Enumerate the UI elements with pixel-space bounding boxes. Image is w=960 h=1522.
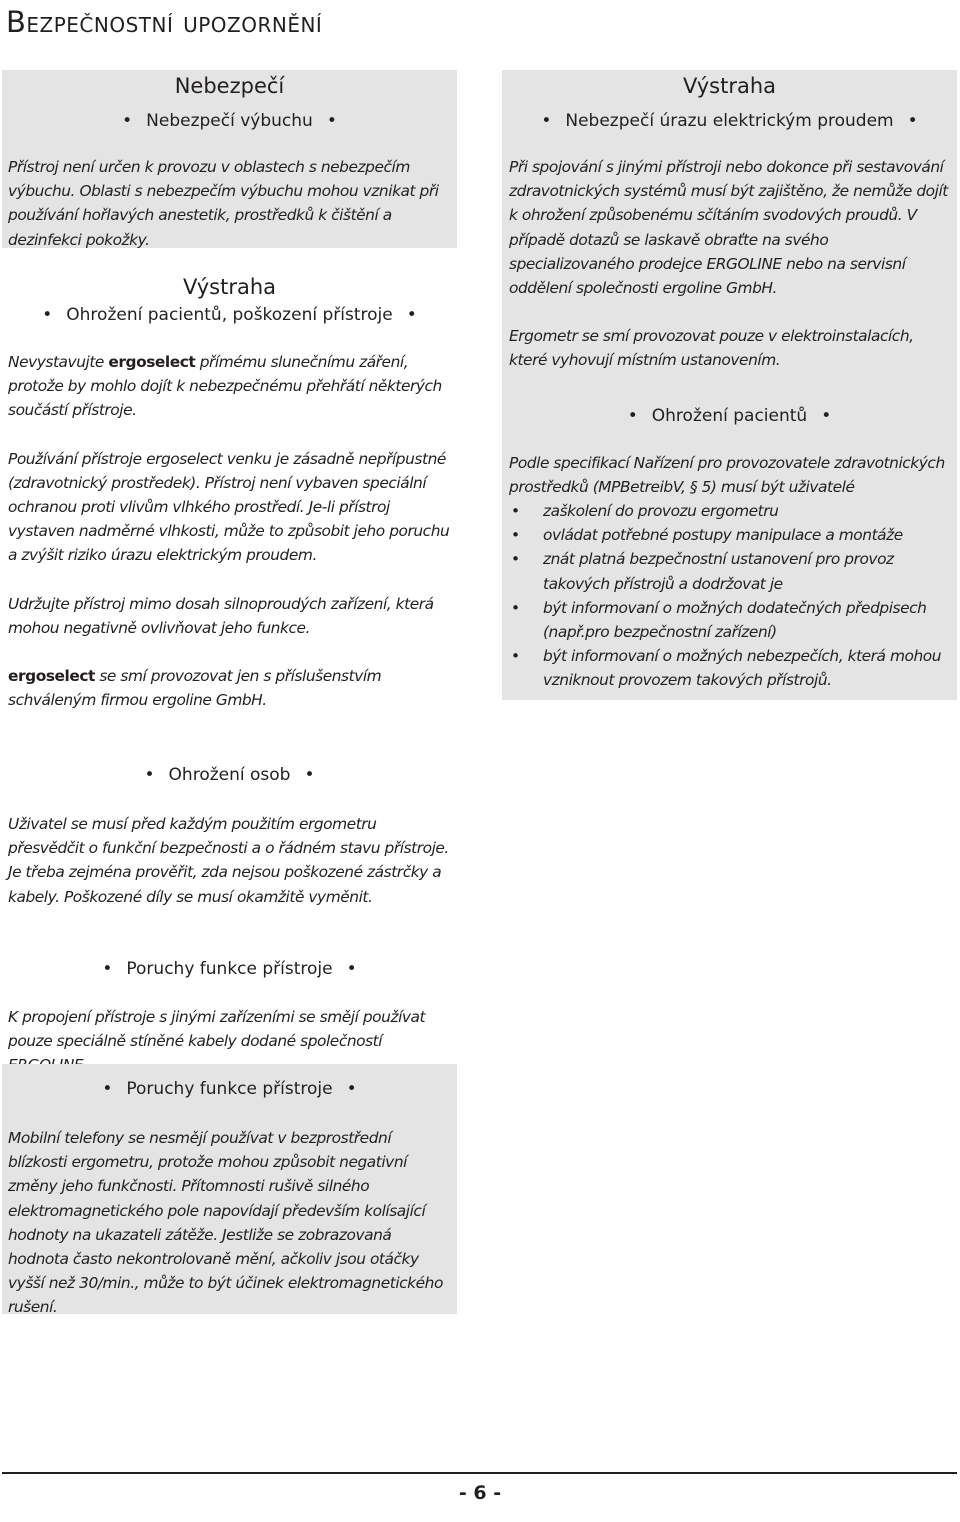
paragraph-accessories bbox=[8, 664, 451, 712]
subheading-text: Nebezpečí úrazu elektrickým proudem bbox=[565, 111, 894, 131]
box-subheading-patients bbox=[502, 403, 957, 429]
text-run: se smí provozovat jen s příslušenstvím schváleným firmou ergoline GmbH. bbox=[8, 667, 382, 710]
list-item: • zaškolení do provozu ergometru bbox=[509, 499, 950, 523]
danger-explosion-box bbox=[2, 70, 457, 248]
persons-risk-section bbox=[2, 762, 457, 912]
box-subheading bbox=[502, 108, 957, 134]
bullet-dot: • bbox=[821, 405, 832, 426]
malfunction-cables-section bbox=[2, 956, 457, 1056]
paragraph-sunlight bbox=[8, 350, 451, 423]
subheading-text: Poruchy funkce přístroje bbox=[126, 959, 333, 979]
bullet-dot: • bbox=[144, 765, 155, 785]
list-item: • znát platná bezpečnostní ustanovení pro provoz takových přístrojů a dodržovat je bbox=[509, 547, 950, 595]
section-heading: Výstraha bbox=[182, 275, 277, 299]
subheading-text: Ohrožení pacientů bbox=[651, 405, 808, 426]
subheading-text: Ohrožení pacientů, poškození přístroje bbox=[66, 305, 393, 325]
page-number: - 6 - bbox=[458, 1482, 502, 1504]
bullet-dot: • bbox=[42, 305, 53, 325]
footer-divider bbox=[2, 1472, 957, 1474]
bullet-dot: • bbox=[102, 1079, 113, 1099]
list-item: • být informovaní o možných nebezpečích, která mohou vzniknout provozem takových přístrojů. bbox=[509, 644, 950, 692]
subheading-text: Poruchy funkce přístroje bbox=[126, 1079, 333, 1099]
requirements-list bbox=[509, 499, 950, 693]
bullet-dot: • bbox=[541, 111, 552, 131]
warning-patients-section bbox=[2, 272, 457, 722]
list-item: • být informovaní o možných dodatečných předpisech (např.pro bezpečnostní zařízení) bbox=[509, 596, 950, 644]
malfunction-mobile-box bbox=[2, 1064, 457, 1317]
bullet-dot: • bbox=[346, 1079, 357, 1099]
bullet-dot: • bbox=[102, 959, 113, 979]
text-run: Nevystavujte bbox=[8, 353, 109, 371]
box-paragraph: Přístroj není určen k provozu v oblastech s nebezpečím výbuchu. Oblasti s nebezpečím výbuchu mohou vznikat při používání hořlavých anestetik, prostředků k čištění a dezinfekci pokožky. bbox=[8, 158, 439, 249]
box-subheading bbox=[2, 1076, 457, 1102]
section-subheading bbox=[2, 302, 457, 328]
bullet-dot: • bbox=[304, 765, 315, 785]
box-heading: Nebezpečí bbox=[174, 74, 285, 98]
warning-electric-box bbox=[502, 70, 957, 700]
section-subheading bbox=[2, 762, 457, 788]
product-name: ergoselect bbox=[8, 667, 95, 686]
list-item: • ovládat potřebné postupy manipulace a montáže bbox=[509, 523, 950, 547]
paragraph-high-current: Udržujte přístroj mimo dosah silnoproudých zařízení, která mohou negativně ovlivňovat jeho funkce. bbox=[8, 594, 434, 637]
bullet-dot: • bbox=[627, 405, 638, 426]
bullet-dot: • bbox=[907, 111, 918, 131]
paragraph-outdoor-use: Používání přístroje ergoselect venku je zásadně nepřípustné (zdravotnický prostředek). Přístroj není vybaven speciální ochranou proti vlivům vlhkého prostředí. Je-li přístroj vystaven nadměrné vlhkosti, může to způsobit jeho poruchu a zvýšit riziko úrazu elektrickým proudem. bbox=[8, 449, 450, 565]
box-subheading bbox=[2, 108, 457, 134]
bullet-dot: • bbox=[326, 111, 337, 131]
text-run: přímému slunečnímu záření, protože by mohlo dojít k nebezpečnému přehřátí některých součástí přístroje. bbox=[8, 353, 442, 420]
bullet-dot: • bbox=[406, 305, 417, 325]
subheading-text: Ohrožení osob bbox=[168, 765, 291, 785]
box-paragraph: Mobilní telefony se nesmějí používat v bezprostřední blízkosti ergometru, protože mohou způsobit negativní změny jeho funkčnosti. Přítomnosti rušivě silného elektromagnetického pole napovídají především kolísající hodnoty na ukazateli zátěže. Jestliže se zobrazovaná hodnota často nekontrolovaně mění, ačkoliv jsou otáčky vyšší než 30/min., může to být účinek elektromagnetického rušení. bbox=[8, 1129, 443, 1317]
bullet-dot: • bbox=[346, 959, 357, 979]
box-heading: Výstraha bbox=[682, 74, 777, 98]
section-subheading bbox=[2, 956, 457, 982]
paragraph-installation: Ergometr se smí provozovat pouze v elektroinstalacích, které vyhovují místním ustanovením. bbox=[509, 327, 914, 370]
bullet-dot: • bbox=[122, 111, 133, 131]
product-name: ergoselect bbox=[108, 353, 196, 371]
page-title: Bezpečnostní upozornění bbox=[6, 5, 323, 39]
paragraph-regulation: Podle specifikací Nařízení pro provozovatele zdravotnických prostředků (MPBetreibV, § 5) musí být uživatelé bbox=[509, 453, 945, 496]
section-paragraph: K propojení přístroje s jinými zařízeními se smějí používat pouze speciálně stíněné kabely dodané společností bbox=[8, 1008, 426, 1051]
subheading-text: Nebezpečí výbuchu bbox=[146, 111, 313, 131]
section-paragraph: Uživatel se musí před každým použitím ergometru přesvědčit o funkční bezpečnosti a o řádném stavu přístroje. Je třeba zejména prověřit, zda nejsou poškozené zástrčky a kabely. Poškozené díly se musí okamžitě vyměnit. bbox=[8, 815, 449, 906]
paragraph-leakage-current: Při spojování s jinými přístroji nebo dokonce při sestavování zdravotnických systémů musí být zajištěno, že nemůže dojít k ohrožení způsobenému sčítáním svodových proudů. V případě dotazů se laskavě obraťte na svého specializovaného prodejce ERGOLINE nebo na servisní oddělení společnosti ergoline GmbH. bbox=[509, 158, 948, 298]
